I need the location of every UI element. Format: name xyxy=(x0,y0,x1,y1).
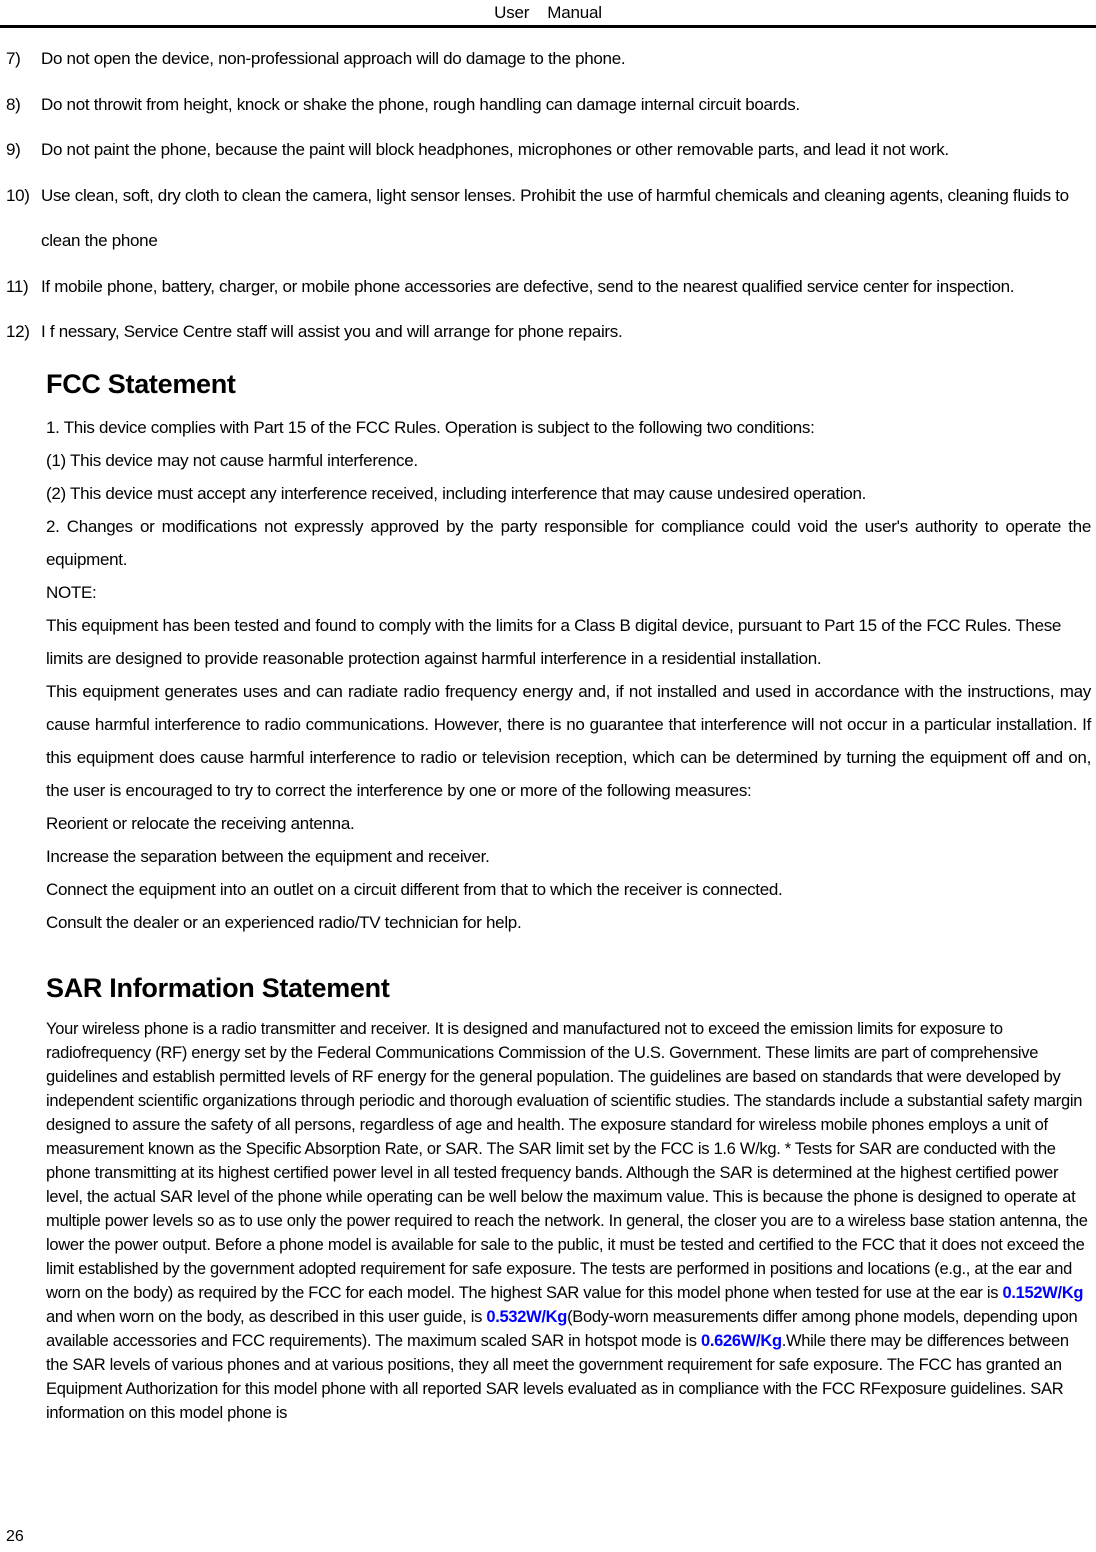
fcc-paragraph: This equipment generates uses and can radiate radio frequency energy and, if not installed and used in accordance with the instructions, may cause harmful interference to radio communications. However, there is no guarantee that interference will not occur in a particular installation. If this equipment does cause harmful interference to radio or television reception, which can be determined by turning the equipment off and on, the user is encouraged to try to correct the interference by one or more of the following measures: xyxy=(46,681,1091,800)
fcc-paragraph: Connect the equipment into an outlet on a circuit different from that to which the receiver is connected. xyxy=(46,879,783,899)
safety-instructions-list xyxy=(0,36,1096,355)
list-item-text: I f nessary, Service Centre staff will assist you and will arrange for phone repairs. xyxy=(41,322,623,341)
fcc-body xyxy=(46,411,1091,939)
sar-section xyxy=(0,971,1096,1425)
list-item-text: Use clean, soft, dry cloth to clean the camera, light sensor lenses. Prohibit the use of harmful chemicals and cleaning agents, cleaning fluids to clean the phone xyxy=(41,185,1069,250)
list-item-number: 8) xyxy=(6,94,21,114)
fcc-paragraph: 1. This device complies with Part 15 of the FCC Rules. Operation is subject to the following two conditions: xyxy=(46,417,815,437)
list-item-text: Do not paint the phone, because the paint will block headphones, microphones or other removable parts, and lead it not work. xyxy=(41,140,949,159)
sar-value-body: 0.532W/Kg xyxy=(486,1307,568,1326)
list-item-number: 7) xyxy=(6,49,21,68)
fcc-heading: FCC Statement xyxy=(46,368,236,399)
list-item xyxy=(0,264,1096,310)
fcc-paragraph: 2. Changes or modifications not expressly approved by the party responsible for compliance could void the user's authority to operate the equipment. xyxy=(46,516,1091,569)
list-item xyxy=(0,173,1096,264)
fcc-paragraph: Increase the separation between the equipment and receiver. xyxy=(46,846,490,866)
sar-text-segment: Your wireless phone is a radio transmitter and receiver. It is designed and manufactured not to exceed the emission limits for exposure to radiofrequency (RF) energy set by the Federal Communications Commission of the U.S. Government. These limits are part of comprehensive guidelines and establish permitted levels of RF energy for the general population. The guidelines are based on standards that were developed by independent scientific organizations through periodic and thorough evaluation of scientific studies. The standards include a substantial safety margin designed to assure the safety of all persons, regardless of age and health. The exposure standard for wireless mobile phones employs a unit of measurement known as the Specific Absorption Rate, or SAR. The SAR limit set by the FCC is 1.6 W/kg. * Tests for SAR are conducted with the phone transmitting at its highest certified power level in all tested frequency bands. Although the SAR is determined at the highest certified power level, the actual SAR level of the phone while operating can be well below the maximum value. This is because the phone is designed to operate at multiple power levels so as to use only the power required to reach the network. In general, the closer you are to a wireless base station antenna, the lower the power output. Before a phone model is available for sale to the public, it must be tested and certified to the FCC that it does not exceed the limit established by the government adopted requirement for safe exposure. The tests are performed in positions and locations (e.g., at the ear and worn on the body) as required by the FCC for each model. The highest SAR value for this model phone when tested for use at the ear is xyxy=(46,1019,1088,1302)
page-header-title: User Manual xyxy=(494,3,602,22)
list-item-text: Do not open the device, non-professional approach will do damage to the phone. xyxy=(41,49,626,68)
list-item-text: If mobile phone, battery, charger, or mobile phone accessories are defective, send to the nearest qualified service center for inspection. xyxy=(41,276,1015,296)
fcc-section xyxy=(0,367,1096,939)
list-item-number: 11) xyxy=(6,276,29,296)
sar-text-segment: .While there may be differences between the SAR levels of various phones and at various positions, they all meet the government requirement for safe exposure. The FCC has granted an Equipment Authorization for this model phone with all reported SAR levels evaluated as in compliance with the FCC RFexposure guidelines. SAR information on this model phone is xyxy=(46,1331,1069,1422)
sar-value-hotspot: 0.626W/Kg xyxy=(700,1331,782,1350)
sar-heading: SAR Information Statement xyxy=(46,972,390,1003)
page-number: 26 xyxy=(6,1528,24,1545)
fcc-paragraph: This equipment has been tested and found to comply with the limits for a Class B digital device, pursuant to Part 15 of the FCC Rules. These limits are designed to provide reasonable protection against harmful interference in a residential installation. xyxy=(46,615,1062,668)
list-item xyxy=(0,36,1096,82)
list-item xyxy=(0,309,1096,355)
list-item-text: Do not throwit from height, knock or shake the phone, rough handling can damage internal circuit boards. xyxy=(41,94,800,114)
sar-text-segment: (Body-worn measurements differ among phone models, depending upon available accessories and FCC requirements). The maximum scaled SAR in hotspot mode is xyxy=(46,1307,1078,1350)
header-divider xyxy=(0,25,1096,28)
fcc-paragraph: (2) This device must accept any interference received, including interference that may cause undesired operation. xyxy=(46,483,867,503)
fcc-paragraph: Consult the dealer or an experienced radio/TV technician for help. xyxy=(46,912,522,932)
sar-value-ear: 0.152W/Kg xyxy=(1002,1283,1084,1302)
list-item xyxy=(0,127,1096,173)
fcc-paragraph: NOTE: xyxy=(46,582,97,602)
sar-paragraph xyxy=(46,1017,1091,1425)
fcc-paragraph: Reorient or relocate the receiving antenna. xyxy=(46,813,355,833)
sar-text-segment: and when worn on the body, as described in this user guide, is xyxy=(46,1307,487,1326)
fcc-paragraph: (1) This device may not cause harmful interference. xyxy=(46,450,418,470)
list-item-number: 10) xyxy=(6,185,30,205)
list-item-number: 9) xyxy=(6,140,21,159)
list-item-number: 12) xyxy=(6,322,30,341)
list-item xyxy=(0,82,1096,128)
